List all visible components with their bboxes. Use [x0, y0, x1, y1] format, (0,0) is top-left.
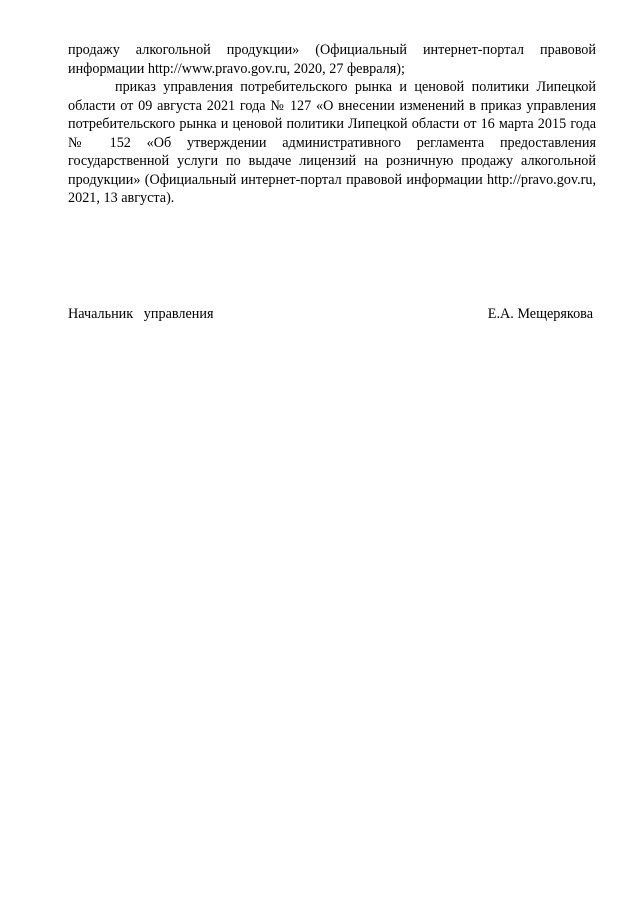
paragraph-continuation: продажу алкогольной продукции» (Официальный интернет-портал правовой информации http://www.pravo.gov.ru, 2020, 27 февраля); [68, 42, 596, 77]
signatory-position: Начальник управления [68, 306, 214, 322]
signatory-name: Е.А. Мещерякова [487, 306, 593, 322]
signature-block [68, 305, 593, 323]
document-body [68, 41, 596, 208]
paragraph-order-reference: приказ управления потребительского рынка и ценовой политики Липецкой области от 09 августа 2021 года № 127 «О внесении изменений в приказ управления потребительского рынка и ценовой политики Липецкой области от 16 марта 2015 года № 152 «Об утверждении административного регламента предоставления государственной услуги по выдаче лицензий на розничную продажу алкогольной продукции» (Официальный интернет-портал правовой информации http://pravo.gov.ru, 2021, 13 августа). [68, 79, 596, 206]
